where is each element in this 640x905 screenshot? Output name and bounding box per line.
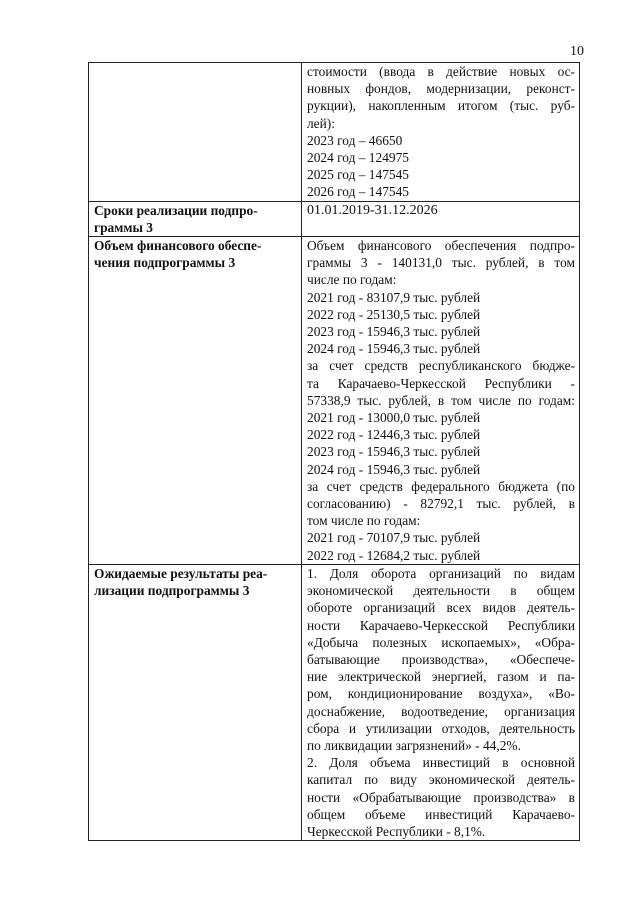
value-line: сбора и утилизации отходов, деятельность bbox=[307, 720, 575, 736]
value-line: рукции), накопленным итогом (тыс. руб- bbox=[307, 98, 575, 114]
value-line: по ликвидации загрязнений» - 44,2%. bbox=[307, 737, 521, 753]
value-line: 2022 год - 12684,2 тыс. рублей bbox=[307, 547, 481, 563]
row-label-line: Объем финансового обеспе- bbox=[94, 238, 262, 254]
value-line: новных фондов, модернизации, реконст- bbox=[307, 81, 575, 97]
value-line: 2023 год - 15946,3 тыс. рублей bbox=[307, 444, 481, 460]
row-label-line: граммы 3 bbox=[94, 219, 153, 235]
value-line: та Карачаево-Черкесской Республики - bbox=[307, 375, 575, 391]
value-line: 2023 год - 15946,3 тыс. рублей bbox=[307, 324, 481, 340]
row-value-cell bbox=[302, 237, 580, 565]
row-implementation-period bbox=[89, 201, 580, 236]
row-value-cell bbox=[302, 564, 580, 840]
value-line: за счет средств федерального бюджета (по bbox=[307, 478, 575, 494]
value-line: батывающие производства», «Обеспече- bbox=[307, 651, 575, 667]
value-line: ние электрической энергией, газом и па- bbox=[307, 669, 575, 685]
value-line: 1. Доля оборота организаций по видам bbox=[307, 565, 575, 581]
row-label-line: чения подпрограммы 3 bbox=[94, 255, 236, 271]
value-line: 2025 год – 147545 bbox=[307, 167, 409, 183]
row-label-cell bbox=[89, 201, 302, 236]
row-cost-indicator bbox=[89, 63, 580, 202]
value-line: том числе по годам: bbox=[307, 513, 421, 529]
value-line: граммы 3 - 140131,0 тыс. рублей, в том bbox=[307, 255, 575, 271]
row-expected-results bbox=[89, 564, 580, 840]
value-line: ности «Обрабатывающие производства» в bbox=[307, 789, 575, 805]
row-label-cell bbox=[89, 63, 302, 202]
value-line: 2024 год - 15946,3 тыс. рублей bbox=[307, 461, 481, 477]
value-line: согласованию) - 82792,1 тыс. рублей, в bbox=[307, 496, 575, 512]
page-number: 10 bbox=[570, 44, 584, 59]
value-line: «Добыча полезных ископаемых», «Обра- bbox=[307, 634, 575, 650]
value-line: стоимости (ввода в действие новых ос- bbox=[307, 64, 575, 79]
row-label-line: Ожидаемые результаты реа- bbox=[94, 565, 268, 581]
value-line: капитал по виду экономической деятель- bbox=[307, 772, 575, 788]
value-line: 2022 год - 12446,3 тыс. рублей bbox=[307, 427, 481, 443]
value-line: 01.01.2019-31.12.2026 bbox=[307, 202, 438, 218]
value-line: экономической деятельности в общем bbox=[307, 583, 575, 599]
row-financing bbox=[89, 237, 580, 565]
passport-table bbox=[88, 62, 580, 841]
value-line: 2. Доля объема инвестиций в основной bbox=[307, 755, 575, 771]
value-line: 2022 год - 25130,5 тыс. рублей bbox=[307, 306, 481, 322]
value-line: 2024 год – 124975 bbox=[307, 150, 409, 166]
value-line: 2023 год – 46650 bbox=[307, 132, 403, 148]
value-line: 2024 год - 15946,3 тыс. рублей bbox=[307, 341, 481, 357]
value-line: 2026 год – 147545 bbox=[307, 184, 409, 200]
value-line: ности Карачаево-Черкесской Республики bbox=[307, 617, 575, 633]
value-line: обороте организаций всех видов деятель- bbox=[307, 600, 575, 616]
value-line: числе по годам: bbox=[307, 272, 397, 288]
row-label-cell bbox=[89, 564, 302, 840]
value-line: 2021 год - 70107,9 тыс. рублей bbox=[307, 530, 481, 546]
value-line: доснабжение, водоотведение, организация bbox=[307, 703, 575, 719]
passport-table-body bbox=[89, 63, 580, 841]
value-line: за счет средств республиканского бюдже- bbox=[307, 358, 575, 374]
row-value-cell bbox=[302, 201, 580, 236]
value-line: Объем финансового обеспечения подпро- bbox=[307, 238, 575, 254]
value-line: ром, кондиционирование воздуха», «Во- bbox=[307, 686, 575, 702]
row-label-cell bbox=[89, 237, 302, 565]
value-line: 2021 год - 83107,9 тыс. рублей bbox=[307, 289, 481, 305]
value-line: 2021 год - 13000,0 тыс. рублей bbox=[307, 410, 481, 426]
row-label-line: Сроки реализации подпро- bbox=[94, 202, 258, 218]
value-line: общем объеме инвестиций Карачаево- bbox=[307, 806, 575, 822]
row-value-cell bbox=[302, 63, 580, 202]
value-line: Черкесской Республики - 8,1%. bbox=[307, 823, 486, 839]
value-line: 57338,9 тыс. рублей, в том числе по годам: bbox=[307, 392, 575, 408]
row-label-line: лизации подпрограммы 3 bbox=[94, 583, 250, 599]
value-line: лей): bbox=[307, 115, 335, 131]
